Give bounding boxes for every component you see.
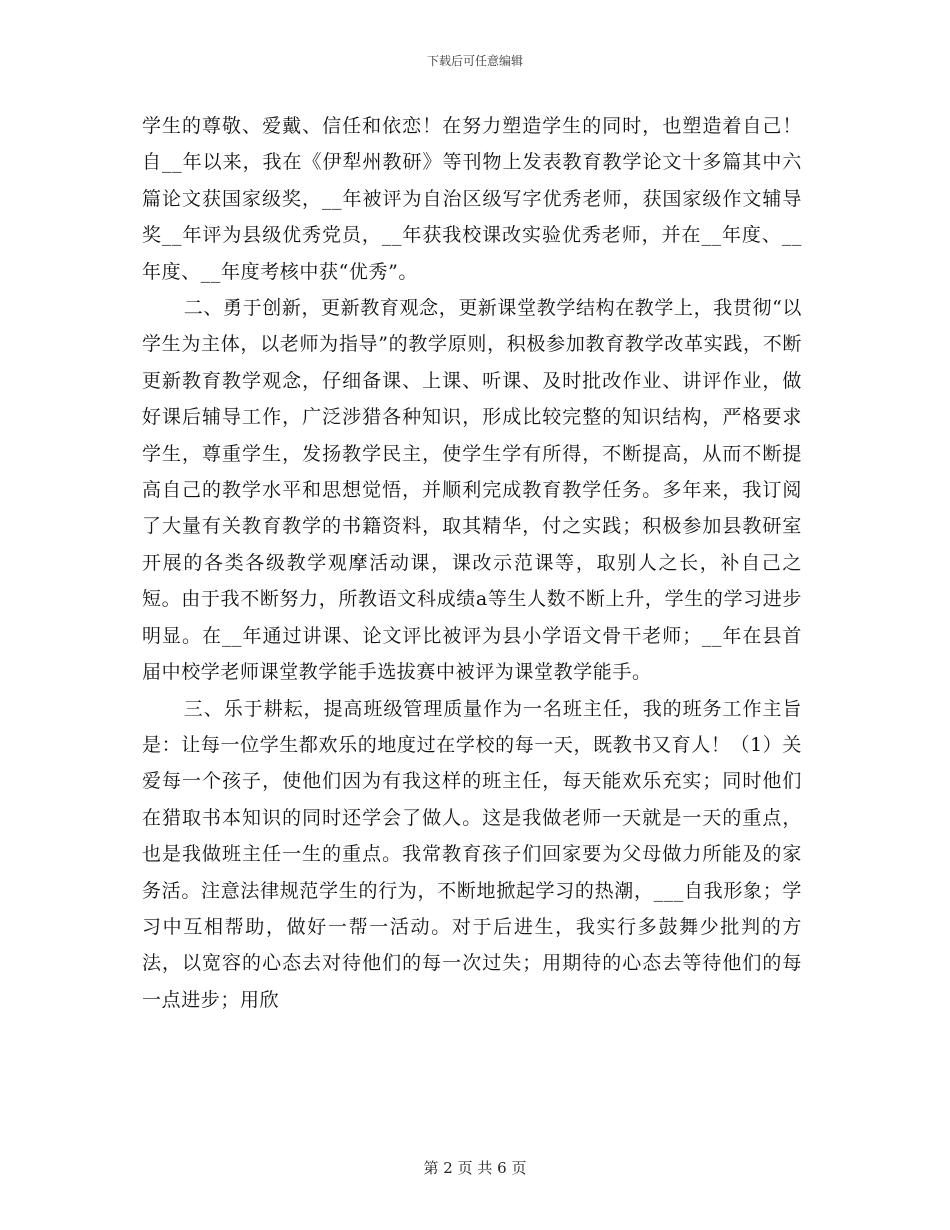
paragraph-section-two: 二、勇于创新，更新教育观念，更新课堂教学结构在教学上，我贯彻“以学生为主体，以老师为指导”的教学原则，积极参加教育教学改革实践，不断更新教育教学观念，仔细备课、上课、听课、及时批改作业、讲评作业，做好课后辅导工作，广泛涉猎各种知识，形成比较完整的知识结构，严格要求学生，尊重学生，发扬教学民主，使学生学有所得，不断提高，从而不断提高自己的教学水平和思想觉悟，并顺利完成教育教学任务。多年来，我订阅了大量有关教育教学的书籍资料，取其精华，付之实践；积极参加县教研室开展的各类各级教学观摩活动课，课改示范课等，取别人之长，补自己之短。由于我不断努力，所教语文科成绩a等生人数不断上升，学生的学习进步明显。在__年通过讲课、论文评比被评为县小学语文骨干老师；__年在县首届中校学老师课堂教学能手选拔赛中被评为课堂教学能手。: [142, 297, 802, 684]
paragraph-section-three: 三、乐于耕耘，提高班级管理质量作为一名班主任，我的班务工作主旨是：让每一位学生都欢乐的地度过在学校的每一天，既教书又育人！（1）关爱每一个孩子，使他们因为有我这样的班主任，每天能欢乐充实；同时他们在猎取书本知识的同时还学会了做人。这是我做老师一天就是一天的重点，也是我做班主任一生的重点。我常教育孩子们回家要为父母做力所能及的家务活。注意法律规范学生的行为，不断地掀起学习的热潮，___自我形象；学习中互相帮助，做好一帮一活动。对于后进生，我实行多鼓舞少批判的方法，以宽容的心态去对待他们的每一次过失；用期待的心态去等待他们的每一点进步；用欣: [142, 697, 802, 1011]
page-number-footer: 第 2 页 共 6 页: [423, 1159, 527, 1177]
document-body: [142, 108, 802, 1018]
paragraph-continued: 学生的尊敬、爱戴、信任和依恋！在努力塑造学生的同时，也塑造着自己！自__年以来，我在《伊犁州教研》等刊物上发表教育教学论文十多篇其中六篇论文获国家级奖，__年被评为自治区级写字优秀老师，获国家级作文辅导奖__年评为县级优秀党员，__年获我校课改实验优秀老师，并在__年度、__年度、__年度考核中获“优秀”。: [142, 115, 802, 283]
page-header: 下载后可任意编辑: [426, 54, 523, 68]
